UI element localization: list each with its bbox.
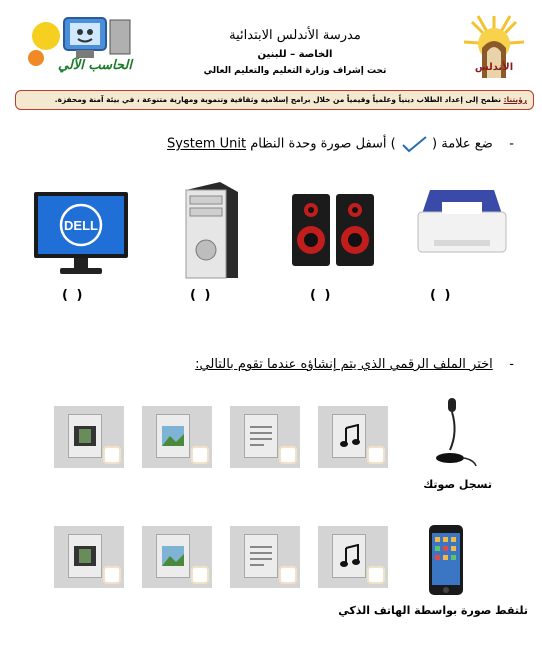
- q1-term: System Unit: [167, 136, 247, 152]
- school-header: [180, 6, 410, 76]
- checkmark-icon: [400, 135, 428, 153]
- q1-bullet: -: [509, 136, 514, 152]
- text-lines-icon: [250, 544, 272, 568]
- printer-image: [412, 184, 512, 262]
- picture-icon: [162, 426, 184, 446]
- q2-text: اختر الملف الرقمي الذي يتم إنشاؤه عندما تقوم بالتالي:: [195, 357, 493, 372]
- text-file-tile[interactable]: [230, 526, 300, 588]
- speakers-image: [290, 192, 376, 268]
- vision-label: رؤيتنا:: [503, 95, 527, 104]
- audio-file-tile[interactable]: [318, 406, 388, 468]
- film-icon: [74, 546, 96, 566]
- system-unit-image: [180, 180, 240, 282]
- school-name: مدرسة الأندلس الابتدائية: [229, 28, 361, 43]
- film-icon: [74, 426, 96, 446]
- picture-icon: [162, 546, 184, 566]
- microphone-image: [428, 396, 478, 468]
- video-file-tile[interactable]: [54, 526, 124, 588]
- video-file-tile[interactable]: [54, 406, 124, 468]
- monitor-image: [32, 190, 130, 278]
- supervision-line: تحت إشراف وزارة التعليم والتعليم العالي: [203, 66, 387, 76]
- music-note-icon: [340, 544, 360, 568]
- text-lines-icon: [250, 424, 272, 448]
- answer-slot-monitor[interactable]: ( ): [62, 288, 85, 303]
- smartphone-image: [428, 524, 464, 596]
- q1-suffix: ) أسفل صورة وحدة النظام: [250, 136, 396, 152]
- school-type: الخاصة – للبنين: [257, 49, 333, 60]
- audio-file-tile[interactable]: [318, 526, 388, 588]
- q2-bullet: -: [509, 357, 514, 372]
- q1-prefix: ضع علامة (: [432, 136, 493, 152]
- image-file-tile[interactable]: [142, 406, 212, 468]
- badge-text: الحاسب الآلي: [58, 58, 132, 73]
- row2-caption: تلتقط صورة بواسطة الهاتف الذكي: [338, 604, 528, 617]
- vision-banner: [15, 90, 534, 110]
- logo-text: الأندلس: [474, 62, 514, 73]
- answer-slot-speakers[interactable]: ( ): [310, 288, 333, 303]
- row1-caption: تسجل صوتك: [423, 478, 492, 491]
- music-note-icon: [340, 424, 360, 448]
- vision-text: نطمح إلى إعداد الطلاب دينياً وعلمياً وقيمياً من خلال برامج إسلامية وثقافية وتنموية ومهارية متنوعة ، في بيئة آمنة ومحفزة.: [54, 95, 504, 104]
- answer-slot-system-unit[interactable]: ( ): [190, 288, 213, 303]
- text-file-tile[interactable]: [230, 406, 300, 468]
- image-file-tile[interactable]: [142, 526, 212, 588]
- answer-slot-printer[interactable]: ( ): [430, 288, 453, 303]
- question-2: [195, 357, 514, 372]
- svg-text:DELL: DELL: [64, 218, 98, 233]
- question-1: [167, 135, 514, 153]
